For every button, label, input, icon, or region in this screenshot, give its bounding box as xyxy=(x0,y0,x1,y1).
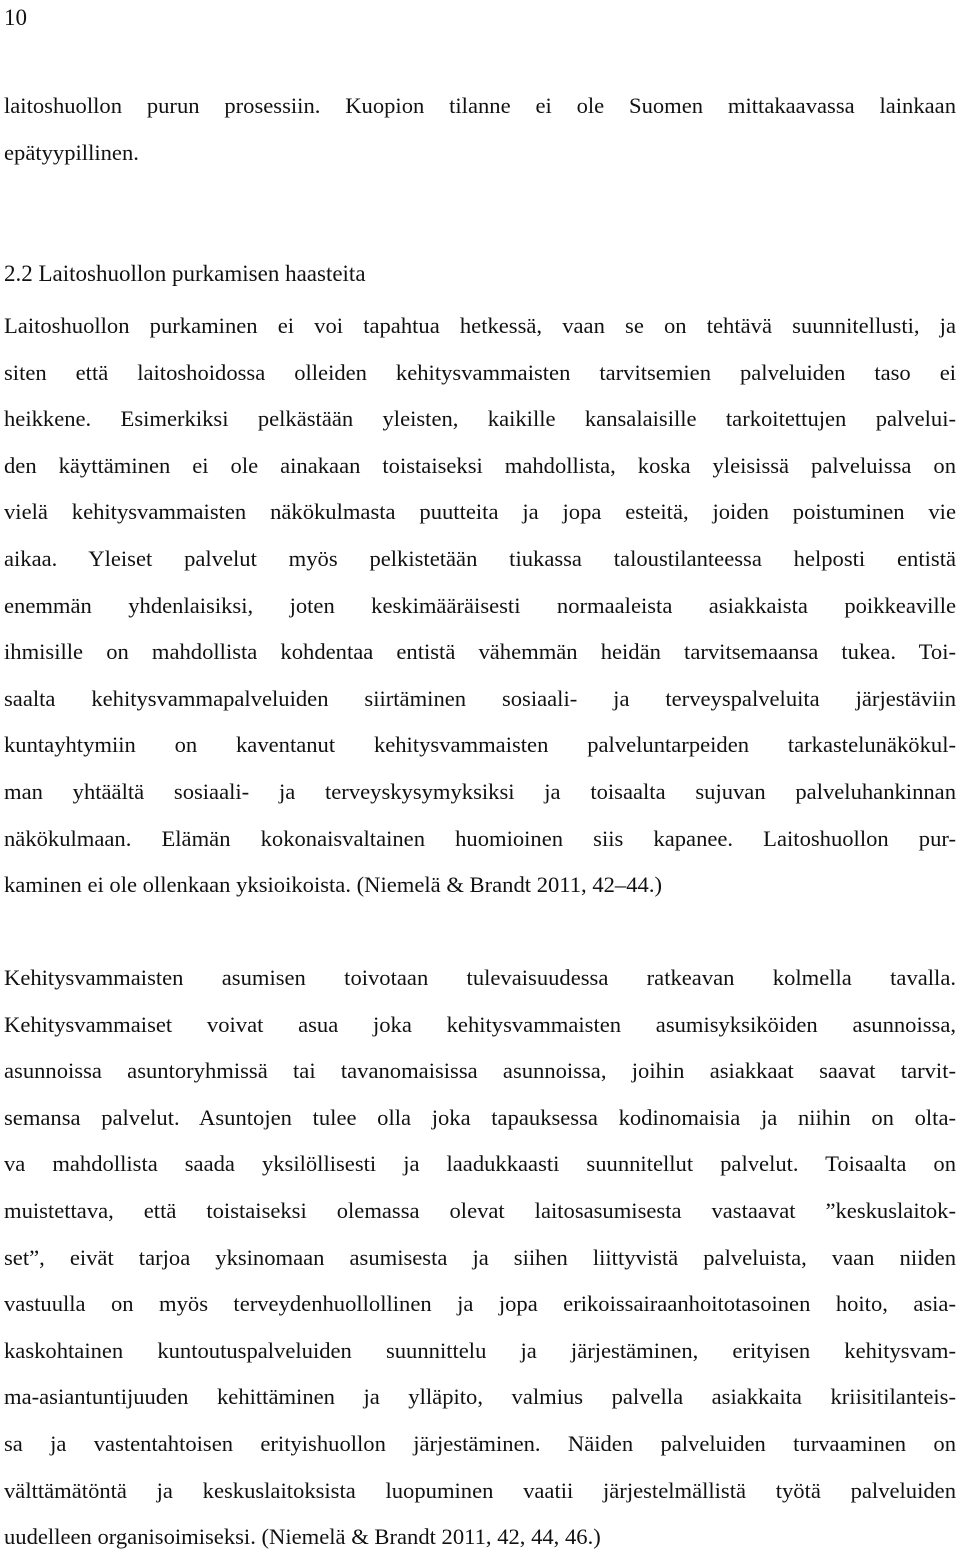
intro-paragraph xyxy=(4,83,956,176)
text-line: aikaa. Yleiset palvelut myös pelkistetään tiukassa taloustilanteessa helposti entistä xyxy=(4,545,956,571)
text-line: laitoshuollon purun prosessiin. Kuopion tilanne ei ole Suomen mittakaavassa lainkaan xyxy=(4,93,956,118)
text-line: epätyypillinen. xyxy=(4,139,139,165)
text-line: sa ja vastentahtoisen erityishuollon järjestäminen. Näiden palveluiden turvaaminen on xyxy=(4,1430,956,1456)
text-line: Kehitysvammaiset voivat asua joka kehitysvammaisten asumisyksiköiden asunnoissa, xyxy=(4,1011,956,1037)
text-line: den käyttäminen ei ole ainakaan toistaiseksi mahdollista, koska yleisissä palveluissa on xyxy=(4,452,956,478)
text-line: Laitoshuollon purkaminen ei voi tapahtua hetkessä, vaan se on tehtävä suunnitellusti, ja xyxy=(4,313,956,338)
page-number: 10 xyxy=(4,5,27,30)
text-line: välttämätöntä ja keskuslaitoksista luopuminen vaatii järjestelmällistä työtä palveluiden xyxy=(4,1477,956,1503)
text-line: kaminen ei ole ollenkaan yksioikoista. (Niemelä & Brandt 2011, 42–44.) xyxy=(4,872,662,898)
text-line: kuntayhtymiin on kaventanut kehitysvammaisten palveluntarpeiden tarkastelunäkökul- xyxy=(4,732,956,758)
text-line: va mahdollista saada yksilöllisesti ja laadukkaasti suunnitellut palvelut. Toisaalta on xyxy=(4,1151,956,1177)
body-paragraph-2 xyxy=(4,955,956,1561)
text-line: semansa palvelut. Asuntojen tulee olla joka tapauksessa kodinomaisia ja niihin on olta- xyxy=(4,1104,956,1130)
text-line: kaskohtainen kuntoutuspalveluiden suunnittelu ja järjestäminen, erityisen kehitysvam- xyxy=(4,1337,956,1363)
text-line: vastuulla on myös terveydenhuollollinen ja jopa erikoissairaanhoitotasoinen hoito, asia- xyxy=(4,1291,956,1317)
text-line: set”, eivät tarjoa yksinomaan asumisesta ja siihen liittyvistä palveluista, vaan niiden xyxy=(4,1244,956,1270)
text-line: Kehitysvammaisten asumisen toivotaan tulevaisuudessa ratkeavan kolmella tavalla. xyxy=(4,965,956,990)
text-line: ma-asiantuntijuuden kehittäminen ja ylläpito, valmius palvella asiakkaita kriisitilanteis- xyxy=(4,1384,956,1410)
text-line: saalta kehitysvammapalveluiden siirtäminen sosiaali- ja terveyspalveluita järjestäviin xyxy=(4,685,956,711)
text-line: vielä kehitysvammaisten näkökulmasta puutteita ja jopa esteitä, joiden poistuminen vie xyxy=(4,499,956,525)
text-line: uudelleen organisoimiseksi. (Niemelä & Brandt 2011, 42, 44, 46.) xyxy=(4,1524,601,1550)
section-heading: 2.2 Laitoshuollon purkamisen haasteita xyxy=(4,261,366,286)
body-paragraph-1 xyxy=(4,303,956,909)
text-line: siten että laitoshoidossa olleiden kehitysvammaisten tarvitsemien palveluiden taso ei xyxy=(4,359,956,385)
text-line: asunnoissa asuntoryhmissä tai tavanomaisissa asunnoissa, joihin asiakkaat saavat tarvit- xyxy=(4,1058,956,1084)
text-line: muistettava, että toistaiseksi olemassa olevat laitosasumisesta vastaavat ”keskuslaitok- xyxy=(4,1197,956,1223)
text-line: enemmän yhdenlaisiksi, joten keskimääräisesti normaaleista asiakkaista poikkeaville xyxy=(4,592,956,618)
text-line: ihmisille on mahdollista kohdentaa entistä vähemmän heidän tarvitsemaansa tukea. Toi- xyxy=(4,639,956,665)
text-line: heikkene. Esimerkiksi pelkästään yleisten, kaikille kansalaisille tarkoitettujen palvelui- xyxy=(4,406,956,432)
text-line: man yhtäältä sosiaali- ja terveyskysymyksiksi ja toisaalta sujuvan palveluhankinnan xyxy=(4,778,956,804)
text-line: näkökulmaan. Elämän kokonaisvaltainen huomioinen siis kapanee. Laitoshuollon pur- xyxy=(4,825,956,851)
